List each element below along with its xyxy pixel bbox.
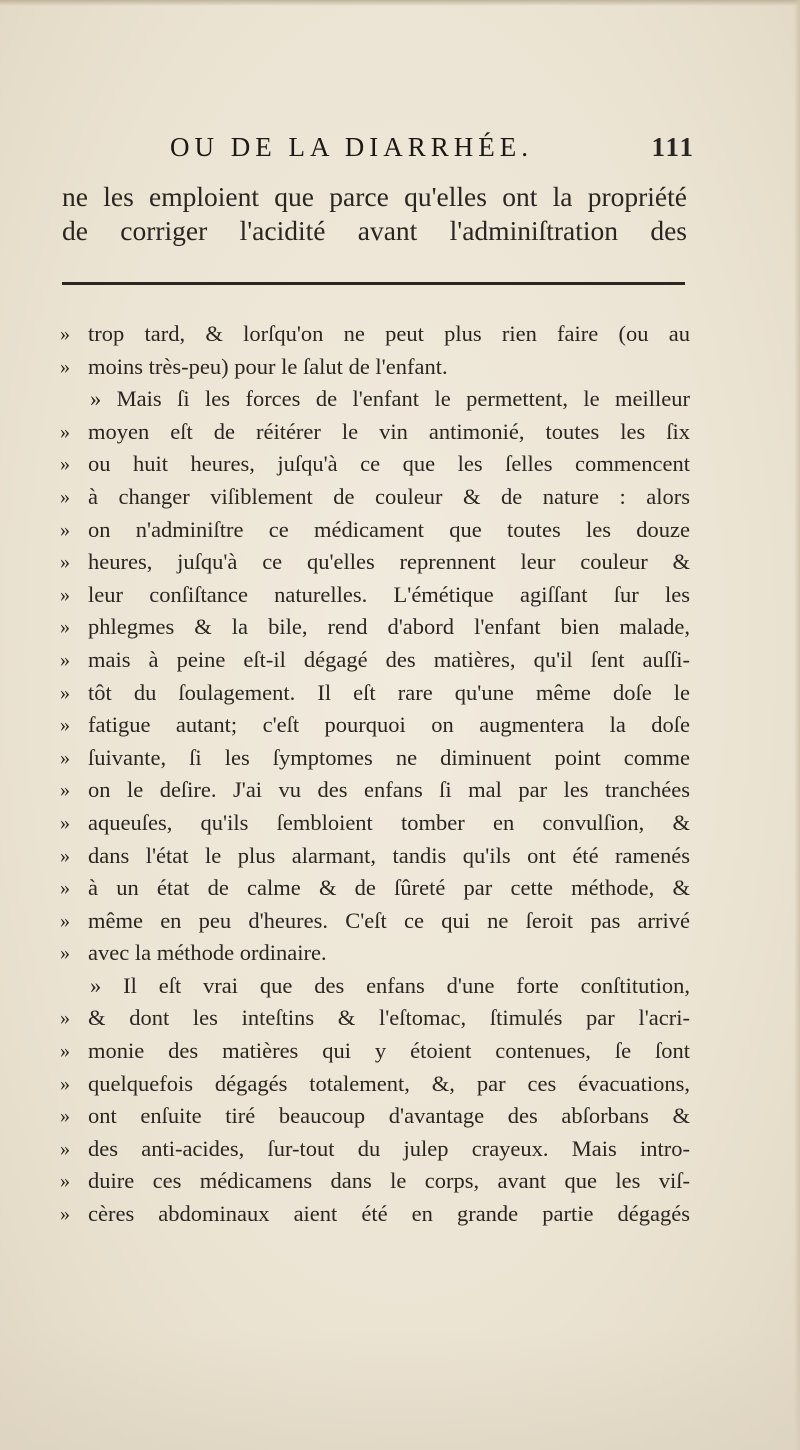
- quote-mark: »: [60, 323, 70, 345]
- text-line: [60, 1068, 690, 1101]
- line-text: phlegmes & la bile, rend d'abord l'enfant bien malade,: [88, 614, 690, 640]
- text-line: [60, 1100, 690, 1133]
- quote-mark: »: [60, 681, 70, 704]
- intro-text: [62, 180, 687, 248]
- quote-mark: »: [60, 648, 70, 671]
- text-line: [60, 481, 690, 514]
- text-line: [60, 774, 690, 807]
- quote-mark: »: [60, 420, 70, 443]
- line-text: ſuivante, ſi les ſymptomes ne diminuent point comme: [88, 744, 690, 770]
- text-line: [60, 1133, 690, 1166]
- quote-mark: »: [60, 1007, 70, 1030]
- text-line: [60, 970, 690, 1003]
- quote-mark: »: [60, 779, 70, 802]
- quote-mark: »: [60, 518, 70, 541]
- line-text: ou huit heures, juſqu'à ce que les ſelles commencent: [88, 451, 690, 477]
- text-line: [60, 1198, 690, 1231]
- line-text: dans l'état le plus alarmant, tandis qu'ils ont été ramenés: [88, 842, 690, 868]
- text-line: [60, 905, 690, 938]
- line-text: » Mais ſi les forces de l'enfant le permettent, le meilleur: [90, 386, 690, 412]
- line-text: quelquefois dégagés totalement, &, par ces évacuations,: [88, 1070, 690, 1096]
- quote-mark: »: [60, 844, 70, 867]
- line-text: monie des matières qui y étoient contenues, ſe ſont: [88, 1038, 690, 1064]
- line-text: aqueuſes, qu'ils ſembloient tomber en convulſion, &: [88, 809, 690, 835]
- quote-mark: »: [60, 1170, 70, 1193]
- line-text: moyen eſt de réitérer le vin antimonié, toutes les ſix: [88, 418, 690, 444]
- running-title: OU DE LA DIARRHÉE.: [170, 132, 533, 162]
- quote-mark: »: [60, 714, 70, 737]
- line-text: heures, juſqu'à ce qu'elles reprennent leur couleur &: [88, 549, 690, 575]
- page-right-edge: [794, 0, 800, 1450]
- quote-mark: »: [60, 877, 70, 900]
- line-text: trop tard, & lorſqu'on ne peut plus rien faire (ou au: [88, 321, 690, 346]
- quote-mark: »: [60, 616, 70, 639]
- quote-mark: »: [60, 942, 70, 965]
- text-line: [60, 644, 690, 677]
- section-rule: [62, 282, 685, 285]
- line-text: on le deſire. J'ai vu des enfans ſi mal par les tranchées: [88, 777, 690, 803]
- line-text: leur conſiſtance naturelles. L'émétique agiſſant ſur les: [88, 581, 690, 607]
- line-text: avec la méthode ordinaire.: [88, 940, 327, 966]
- text-line: [60, 514, 690, 547]
- text-line: [60, 1002, 690, 1035]
- line-text: à un état de calme & de ſûreté par cette méthode, &: [88, 875, 690, 901]
- quote-mark: »: [60, 583, 70, 606]
- line-text: fatigue autant; c'eſt pourquoi on augmentera la doſe: [88, 712, 690, 738]
- quoted-text-block: [60, 318, 690, 1231]
- line-text: à changer viſiblement de couleur & de nature : alors: [88, 483, 690, 509]
- page-bottom-shade: [0, 1330, 800, 1450]
- quote-mark: »: [60, 551, 70, 574]
- text-line: [60, 807, 690, 840]
- text-line: [60, 1165, 690, 1198]
- line-text: mais à peine eſt-il dégagé des matières, qu'il ſent auſſi-: [88, 646, 690, 672]
- intro-line: ne les emploient que parce qu'elles ont la propriété: [62, 181, 687, 212]
- text-line: [60, 383, 690, 416]
- line-text: cères abdominaux aient été en grande partie dégagés: [88, 1201, 690, 1227]
- text-line: [60, 579, 690, 612]
- quote-mark: »: [60, 1040, 70, 1063]
- quote-mark: »: [60, 485, 70, 508]
- text-line: [60, 742, 690, 775]
- quote-mark: »: [60, 1072, 70, 1095]
- line-text: » Il eſt vrai que des enfans d'une forte conſtitution,: [90, 972, 690, 998]
- text-line: [60, 546, 690, 579]
- quote-mark: »: [60, 355, 70, 378]
- text-line: [60, 448, 690, 481]
- text-line: [60, 351, 690, 384]
- text-line: [60, 611, 690, 644]
- line-text: moins très-peu) pour le ſalut de l'enfant.: [88, 353, 448, 379]
- line-text: on n'adminiſtre ce médicament que toutes les douze: [88, 516, 690, 542]
- line-text: ont enſuite tiré beaucoup d'avantage des abſorbans &: [88, 1103, 690, 1129]
- text-line: [60, 416, 690, 449]
- quote-mark: »: [60, 811, 70, 834]
- quote-mark: »: [60, 1137, 70, 1160]
- line-text: duire ces médicamens dans le corps, avant que les viſ-: [88, 1168, 690, 1194]
- quote-mark: »: [60, 1203, 70, 1226]
- text-line: [60, 840, 690, 873]
- intro-line: de corriger l'acidité avant l'adminiſtration des: [62, 215, 687, 246]
- page-top-edge: [0, 0, 800, 6]
- line-text: même en peu d'heures. C'eſt ce qui ne ſeroit pas arrivé: [88, 907, 690, 933]
- text-line: [60, 872, 690, 905]
- text-line: [60, 709, 690, 742]
- text-line: [60, 677, 690, 710]
- text-line: [60, 318, 690, 351]
- page-number: 111: [651, 132, 695, 162]
- text-line: [60, 937, 690, 970]
- quote-mark: »: [60, 909, 70, 932]
- quote-mark: »: [60, 453, 70, 476]
- quote-mark: »: [60, 746, 70, 769]
- quote-mark: »: [60, 1105, 70, 1128]
- text-line: [60, 1035, 690, 1068]
- line-text: des anti-acides, ſur-tout du julep crayeux. Mais intro-: [88, 1135, 690, 1161]
- page-header: [150, 128, 695, 168]
- line-text: tôt du ſoulagement. Il eſt rare qu'une même doſe le: [88, 679, 690, 705]
- line-text: & dont les inteſtins & l'eſtomac, ſtimulés par l'acri-: [88, 1005, 690, 1031]
